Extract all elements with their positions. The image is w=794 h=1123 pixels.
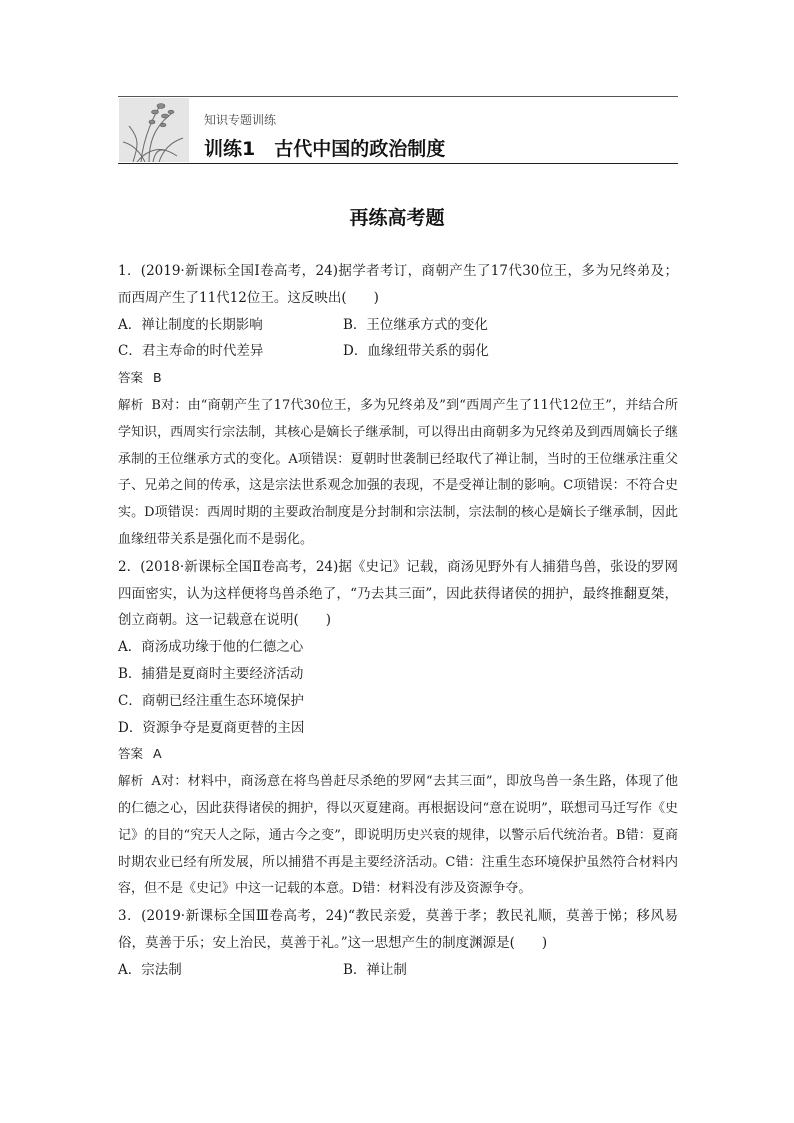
answer-label: 答案	[118, 370, 144, 386]
orchid-illustration	[119, 98, 189, 162]
answer-line	[118, 741, 678, 768]
option-row	[118, 312, 678, 339]
header-title: 训练1 古代中国的政治制度	[204, 138, 446, 160]
option-row	[118, 338, 678, 365]
header-subtitle: 知识专题训练	[204, 113, 277, 127]
option: B．禅让制	[343, 961, 407, 978]
orchid-logo	[119, 98, 189, 162]
section-title: 再练高考题	[349, 207, 445, 229]
explanation-text: B对：由“商朝产生了17代30位王，多为兄终弟及”到“西周产生了11代12位王”，并结合所学知识，西周实行宗法制，其核心是嫡长子继承制，可以得出由商朝多为兄终弟及到西周嫡长子继承制的王位继承方式的变化。A项错误：夏朝时世袭制已经取代了禅让制，当时的王位继承注重父子、兄弟之间的传承，这是宗法世系观念加强的表现，不是受禅让制的影响。C项错误：不符合史实。D项错误：西周时期的主要政治制度是分封制和宗法制，宗法制的核心是嫡长子继承制，因此血缘纽带关系是强化而不是弱化。	[118, 397, 678, 547]
option-row	[118, 957, 678, 984]
question-stem: 2．(2018·新课标全国Ⅱ卷高考，24)据《史记》记载，商汤见野外有人捕猎鸟兽，张设的罗网四面密实，认为这样便将鸟兽杀绝了，“乃去其三面”，因此获得诸侯的拥护，最终推翻夏桀，创立商朝。这一记载意在说明( )	[118, 558, 678, 629]
option: C．君主寿命的时代差异	[118, 343, 264, 360]
header-bottom-rule	[118, 163, 678, 164]
option: A．宗法制	[118, 961, 182, 978]
question-stem: 3．(2019·新课标全国Ⅲ卷高考，24)“教民亲爱，莫善于孝；教民礼顺，莫善于悌；移风易俗，莫善于乐；安上治民，莫善于礼。”这一思想产生的制度渊源是( )	[118, 908, 678, 951]
header-top-rule	[118, 96, 678, 97]
explanation-label: 解析	[118, 396, 144, 412]
explanation-text: A对：材料中，商汤意在将鸟兽赶尽杀绝的罗网“去其三面”，即放鸟兽一条生路，体现了他的仁德之心，因此获得诸侯的拥护，得以灭夏建商。再根据设问“意在说明”，联想司马迁写作《史记》的目的“究天人之际，通古今之变”，即说明历史兴衰的规律，以警示后代统治者。B错：夏商时期农业已经有所发展，所以捕猎不再是主要经济活动。C错：注重生态环境保护虽然符合材料内容，但不是《史记》中这一记载的本意。D错：材料没有涉及资源争夺。	[118, 774, 678, 897]
explanation-label: 解析	[118, 773, 144, 789]
explanation	[118, 392, 678, 554]
answer-value: A	[153, 746, 162, 762]
question-stem: 1．(2019·新课标全国Ⅰ卷高考，24)据学者考订，商朝产生了17代30位王，多为兄终弟及；而西周产生了11代12位王。这反映出( )	[118, 263, 678, 306]
question-list	[118, 258, 678, 984]
page-header	[118, 96, 678, 164]
explanation	[118, 768, 678, 903]
answer-label: 答案	[118, 746, 144, 762]
option: B．王位继承方式的变化	[343, 316, 488, 333]
option: C．商朝已经注重生态环境保护	[118, 692, 304, 709]
answer-line	[118, 365, 678, 392]
option: D．血缘纽带关系的弱化	[343, 343, 489, 360]
answer-value: B	[153, 370, 162, 386]
option: A．商汤成功缘于他的仁德之心	[118, 639, 304, 656]
option: A．禅让制度的长期影响	[118, 316, 263, 333]
option: B．捕猎是夏商时主要经济活动	[118, 665, 304, 682]
option: D．资源争夺是夏商更替的主因	[118, 719, 305, 736]
